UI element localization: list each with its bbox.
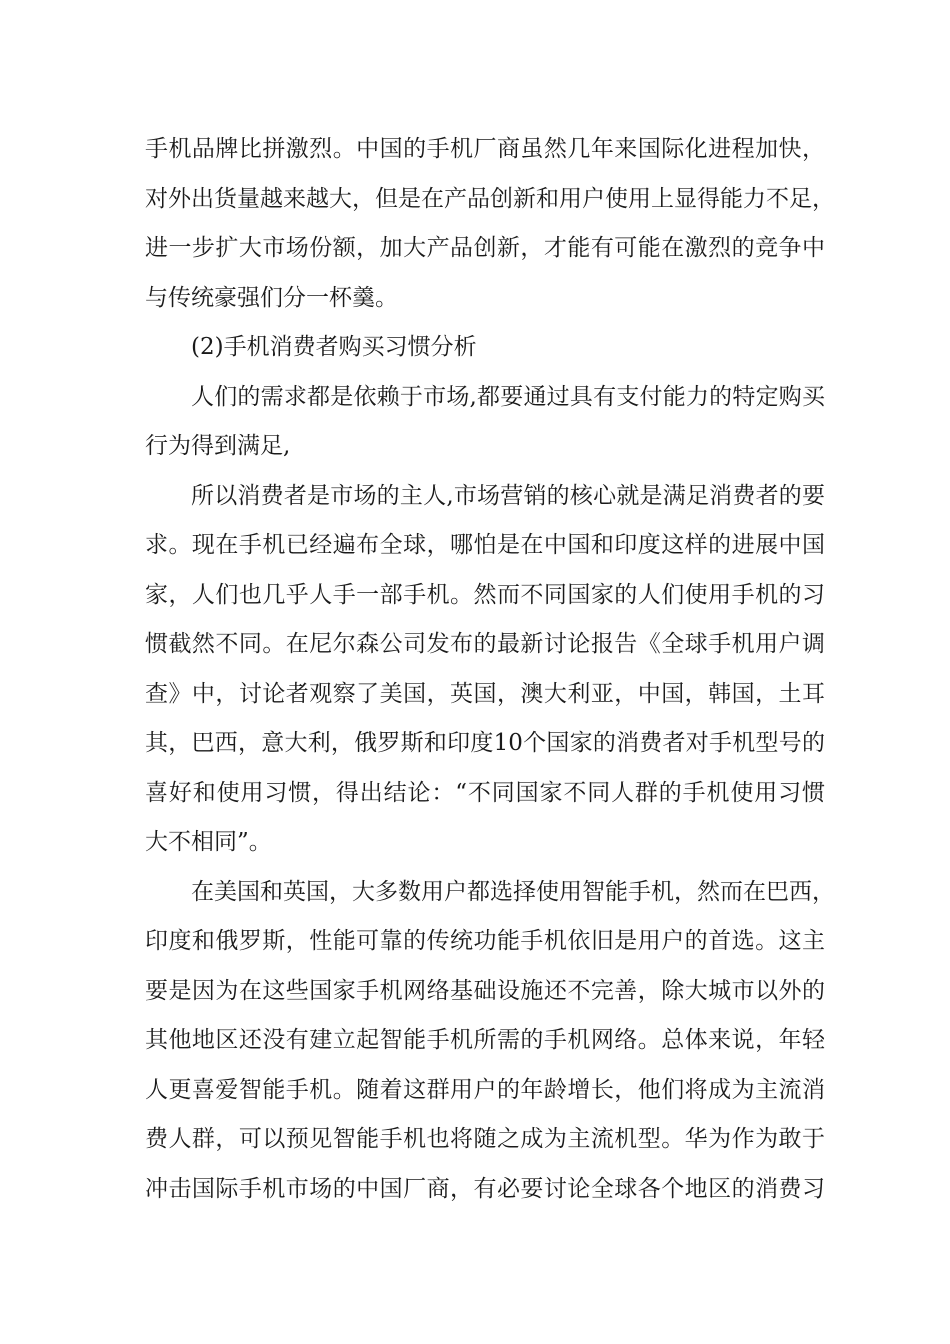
text-line: 喜好和使用习惯，得出结论：“不同国家不同人群的手机使用习惯 [145, 779, 825, 806]
body-text [145, 125, 835, 1214]
text-line: 印度和俄罗斯，性能可靠的传统功能手机依旧是用户的首选。这主 [145, 928, 825, 954]
text-line: 求。现在手机已经遍布全球，哪怕是在中国和印度这样的进展中国 [145, 532, 825, 558]
text-line: 冲击国际手机市场的中国厂商，有必要讨论全球各个地区的消费习 [145, 1175, 825, 1202]
paragraph-first-line: 所以消费者是市场的主人,市场营销的核心就是满足消费者的要 [191, 482, 825, 509]
text-line: 大不相同”。 [145, 829, 272, 855]
text-line: 人更喜爱智能手机。随着这群用户的年龄增长，他们将成为主流消 [145, 1076, 825, 1103]
text-line: 行为得到满足, [145, 433, 291, 459]
text-line: 手机品牌比拼激烈。中国的手机厂商虽然几年来国际化进程加快， [145, 136, 825, 162]
text-line: 要是因为在这些国家手机网络基础设施还不完善，除大城市以外的 [145, 977, 825, 1004]
text-line: 家，人们也几乎人手一部手机。然而不同国家的人们使用手机的习 [145, 581, 825, 608]
paragraph-first-line: (2)手机消费者购买习惯分析 [191, 334, 477, 360]
text-line: 费人群，可以预见智能手机也将随之成为主流机型。华为作为敢于 [145, 1126, 825, 1152]
text-line: 其，巴西，意大利，俄罗斯和印度10个国家的消费者对手机型号的 [145, 730, 825, 756]
paragraph-first-line: 人们的需求都是依赖于市场,都要通过具有支付能力的特定购买 [191, 383, 825, 410]
paragraph-first-line: 在美国和英国，大多数用户都选择使用智能手机，然而在巴西， [191, 878, 835, 905]
text-line: 查》中，讨论者观察了美国，英国，澳大利亚，中国，韩国，土耳 [145, 680, 825, 707]
text-line: 惯截然不同。在尼尔森公司发布的最新讨论报告《全球手机用户调 [145, 631, 825, 657]
text-line: 其他地区还没有建立起智能手机所需的手机网络。总体来说，年轻 [145, 1027, 825, 1053]
text-line: 对外出货量越来越大，但是在产品创新和用户使用上显得能力不足， [145, 185, 835, 212]
text-line: 与传统豪强们分一杯羹。 [145, 284, 398, 311]
text-line: 进一步扩大市场份额，加大产品创新，才能有可能在激烈的竞争中 [145, 235, 825, 261]
